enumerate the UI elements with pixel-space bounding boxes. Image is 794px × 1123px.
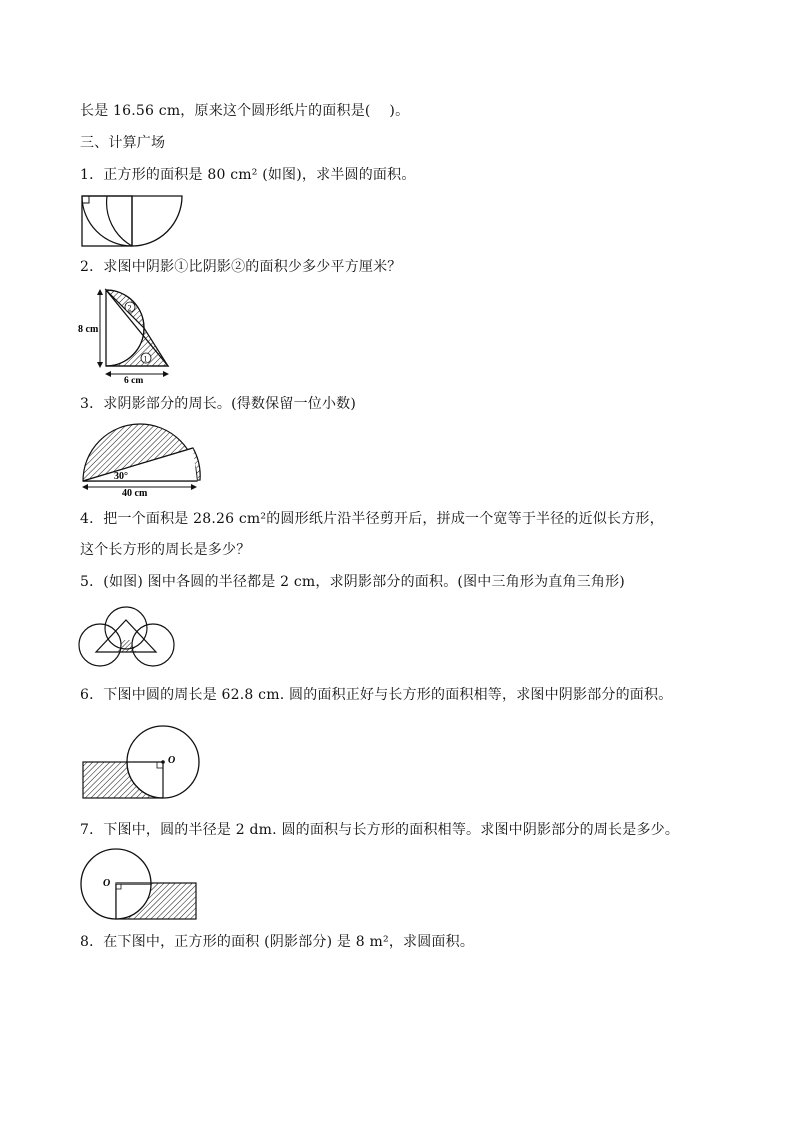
- figure-6-center-label: O: [168, 755, 176, 766]
- figure-2-mark-1: 1: [143, 354, 148, 364]
- figure-1-square-semicircle: [80, 194, 240, 254]
- figure-2-mark-2: 2: [127, 303, 132, 313]
- question-8: 8．在下图中，正方形的面积 (阴影部分) 是 8 m²，求圆面积。: [80, 934, 475, 950]
- question-4-line-1: 4．把一个面积是 28.26 cm²的圆形纸片沿半径剪开后，拼成一个宽等于半径的近似长方形，: [80, 511, 664, 527]
- figure-6-rectangle-circle: [80, 718, 220, 808]
- figure-2-width-label: 6 cm: [124, 376, 144, 386]
- figure-7-circle-rectangle: [78, 850, 208, 930]
- figure-2-triangle-semicircle: [78, 287, 188, 387]
- question-6: 6．下图中圆的周长是 62.8 cm. 圆的面积正好与长方形的面积相等，求图中阴影部分的面积。: [80, 687, 673, 703]
- question-7: 7．下图中，圆的半径是 2 dm. 圆的面积与长方形的面积相等。求图中阴影部分的周长是多少。: [80, 822, 680, 838]
- figure-2-height-label: 8 cm: [78, 324, 99, 335]
- question-4-line-2: 这个长方形的周长是多少？: [80, 542, 251, 558]
- question-5: 5．(如图) 图中各圆的半径都是 2 cm，求阴影部分的面积。(图中三角形为直角三角形): [80, 574, 625, 590]
- figure-5-three-circles-triangle: [78, 602, 188, 672]
- figure-3-angle-label: 30°: [114, 471, 128, 482]
- continued-question-text: 长是 16.56 cm，原来这个圆形纸片的面积是( )。: [80, 103, 410, 119]
- question-2: 2．求图中阴影①比阴影②的面积少多少平方厘米？: [80, 259, 402, 275]
- section-heading: 三、计算广场: [80, 135, 166, 151]
- figure-3-base-label: 40 cm: [122, 488, 148, 499]
- figure-3-rotated-semicircle: [80, 420, 220, 500]
- figure-7-center-label: O: [103, 878, 111, 889]
- question-1: 1．正方形的面积是 80 cm² (如图)，求半圆的面积。: [80, 167, 416, 183]
- question-3: 3．求阴影部分的周长。(得数保留一位小数): [80, 396, 357, 412]
